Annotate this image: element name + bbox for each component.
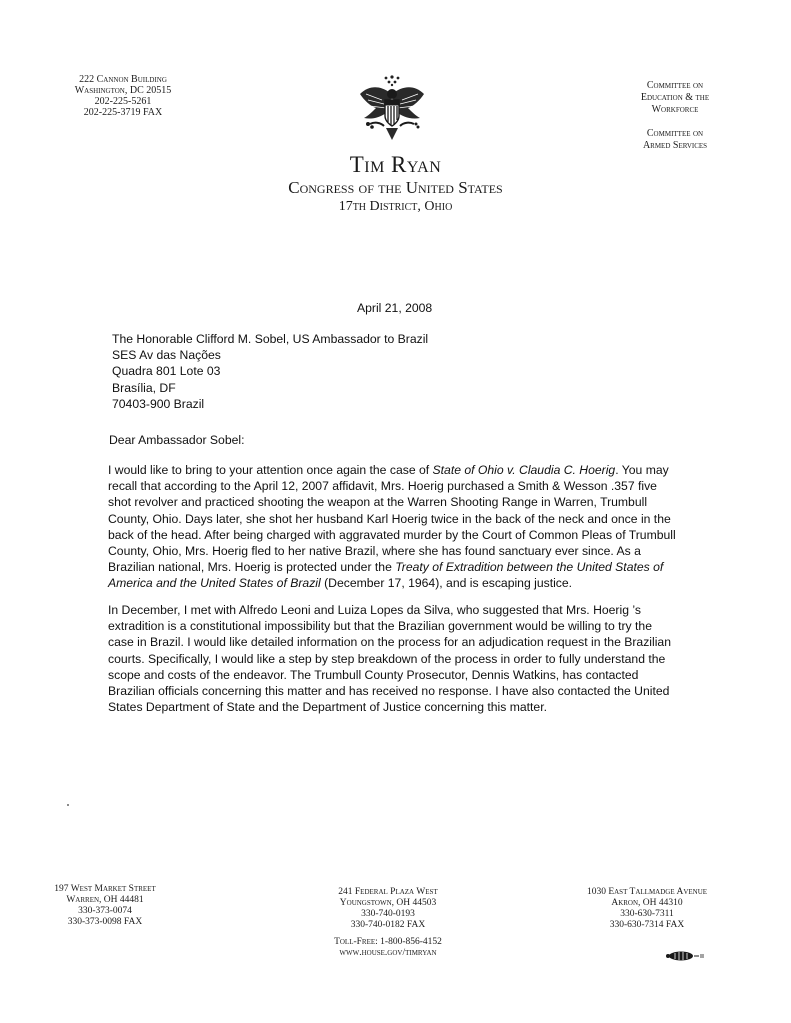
committee-assignments <box>615 80 735 152</box>
treaty-name: Treaty of Extradition between the United States of America and the United States of Brazil <box>108 560 664 591</box>
committee-line: Committee on <box>646 128 704 139</box>
member-name: Tim Ryan <box>349 152 442 177</box>
address-line: 1030 East Tallmadge Avenue <box>586 887 708 897</box>
committee-education-workforce <box>615 80 735 116</box>
fax-number: 330-373-0098 FAX <box>67 917 143 927</box>
phone-number: 202-225-5261 <box>94 96 152 107</box>
committee-line: Education & the <box>640 92 710 103</box>
address-line: 197 West Market Street <box>54 884 156 894</box>
phone-number: 330-373-0074 <box>78 906 132 916</box>
recipient-line: The Honorable Clifford M. Sobel, US Ambassador to Brazil <box>112 332 429 346</box>
recipient-line: 70403-900 Brazil <box>112 396 205 411</box>
recipient-address <box>112 331 428 412</box>
youngstown-office-address <box>318 887 458 959</box>
website-url: www.house.gov/timryan <box>339 948 437 958</box>
address-line: Warren, OH 44481 <box>66 895 144 905</box>
address-line: 222 Cannon Building <box>79 74 167 85</box>
paragraph-text: I would like to bring to your attention once again the case of <box>108 463 433 477</box>
address-line: Youngstown, OH 44503 <box>339 898 437 908</box>
speck <box>67 804 69 806</box>
committee-line: Committee on <box>646 80 704 91</box>
body-paragraph-2: In December, I met with Alfredo Leoni and Luiza Lopes da Silva, who suggested that Mrs. Hoerig ’s extradition is a constitutional impossibility but that the Brazilian government would be willing to try the case in Brazil. I would like detailed information on the process for an adjudication request in the Brazilian courts. Specifically, I would like a step by step breakdown of the process in order to fully understand the scope and costs of the endeavor. The Trumbull County Prosecutor, Dennis Watkins, has contacted Brazilian officials concerning this matter and has received no response. I have also contacted the United States Department of State and the Department of Justice concerning this matter. <box>108 603 671 715</box>
toll-free-number: Toll-Free: 1-800-856-4152 <box>334 937 442 947</box>
recipient-line: Quadra 801 Lote 03 <box>112 364 221 379</box>
district-name: 17th District, Ohio <box>338 199 453 214</box>
fax-number: 330-630-7314 FAX <box>609 920 685 930</box>
institution-name: Congress of the United States <box>288 178 503 197</box>
committee-line: Workforce <box>651 104 699 115</box>
address-line: Akron, OH 44310 <box>611 898 683 908</box>
recipient-line: Brasília, DF <box>112 380 176 395</box>
committee-line: Armed Services <box>642 140 708 151</box>
paragraph-text: . You may recall that according to the April 12, 2007 affidavit, Mrs. Hoerig purchased a Smith & Wesson .357 five shot revolver and practiced shooting the weapon at the Warren Shooting Range in Warren, Trumbull County, Ohio. Days later, she shot her husband Karl Hoerig twice in the back of the neck and once in the back of the head. After being charged with aggravated murder by the Court of Common Pleas of Trumbull County, Ohio, Mrs. Hoerig fled to her native Brazil, where she has found sanctuary ever since. As a Brazilian national, Mrs. Hoerig is protected under the <box>108 463 676 575</box>
phone-number: 330-630-7311 <box>620 909 674 919</box>
great-seal-eagle-icon <box>352 72 432 144</box>
recipient-line: SES Av das Nações <box>112 348 221 363</box>
phone-number: 330-740-0193 <box>361 909 415 919</box>
dc-office-address <box>58 74 188 118</box>
fax-number: 202-225-3719 FAX <box>83 107 163 118</box>
fax-number: 330-740-0182 FAX <box>350 920 426 930</box>
case-name: State of Ohio v. Claudia C. Hoerig <box>432 463 616 477</box>
warren-office-address <box>50 884 160 928</box>
body-paragraph-1 <box>108 462 680 592</box>
salutation: Dear Ambassador Sobel: <box>109 433 245 447</box>
committee-armed-services <box>615 128 735 152</box>
address-line: 241 Federal Plaza West <box>338 887 438 897</box>
paragraph-text: (December 17, 1964), and is escaping justice. <box>320 576 573 591</box>
letter-date: April 21, 2008 <box>357 301 433 315</box>
akron-office-address <box>572 887 722 931</box>
recycled-paper-mark-icon <box>663 949 707 963</box>
address-line: Washington, DC 20515 <box>74 85 172 96</box>
